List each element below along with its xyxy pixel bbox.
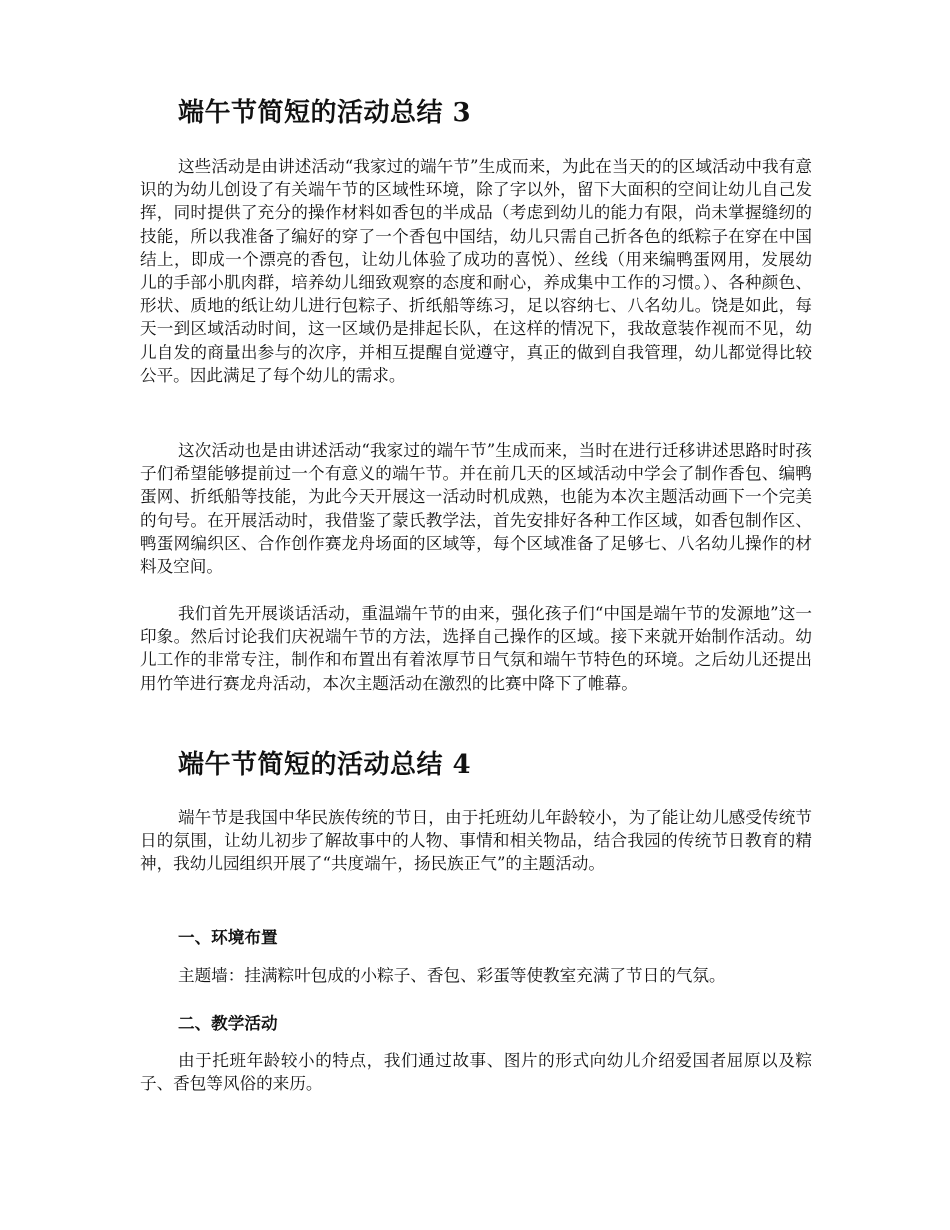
section-4-heading-environment: 一、环境布置 bbox=[178, 927, 278, 947]
section-3-paragraph-3: 我们首先开展谈话活动，重温端午节的由来，强化孩子们“中国是端午节的发源地”这一印象。然后讨论我们庆祝端午节的方法，选择自己操作的区域。接下来就开始制作活动。幼儿工作的非常专注，制作和布置出有着浓厚节日气氛和端午节特色的环境。之后幼儿还提出用竹竿进行赛龙舟活动，本次主题活动在激烈的比赛中降下了帷幕。 bbox=[140, 604, 812, 693]
section-3-paragraph-2: 这次活动也是由讲述活动“我家过的端午节”生成而来，当时在进行迁移讲述思路时时孩子们希望能够提前过一个有意义的端午节。并在前几天的区域活动中学会了制作香包、编鸭蛋网、折纸船等技能，为此今天开展这一活动时机成熟，也能为本次主题活动画下一个完美的句号。在开展活动时，我借鉴了蒙氏教学法，首先安排好各种工作区域，如香包制作区、鸭蛋网编织区、合作创作赛龙舟场面的区域等，每个区域准备了足够七、八名幼儿操作的材料及空间。 bbox=[140, 441, 812, 577]
section-3-paragraph-1: 这些活动是由讲述活动“我家过的端午节”生成而来，为此在当天的的区域活动中我有意识的为幼儿创设了有关端午节的区域性环境，除了字以外，留下大面积的空间让幼儿自己发挥，同时提供了充分的操作材料如香包的半成品（考虑到幼儿的能力有限，尚未掌握缝纫的技能，所以我准备了编好的穿了一个香包中国结，幼儿只需自己折各色的纸粽子在穿在中国结上，即成一个漂亮的香包，让幼儿体验了成功的喜悦）、丝线（用来编鸭蛋网用，发展幼儿的手部小肌肉群，培养幼儿细致观察的态度和耐心，养成集中工作的习惯。）、各种颜色、形状、质地的纸让幼儿进行包粽子、折纸船等练习，足以容纳七、八名幼儿。饶是如此，每天一到区域活动时间，这一区域仍是排起长队，在这样的情况下，我故意装作视而不见，幼儿自发的商量出参与的次序，并相互提醒自觉遵守，真正的做到自我管理，幼儿都觉得比较公平。因此满足了每个幼儿的需求。 bbox=[140, 157, 812, 385]
section-4-paragraph-environment: 主题墙：挂满粽叶包成的小粽子、香包、彩蛋等使教室充满了节日的气氛。 bbox=[178, 966, 726, 985]
section-4-heading-teaching: 二、教学活动 bbox=[178, 1013, 278, 1033]
section-4-intro: 端午节是我国中华民族传统的节日，由于托班幼儿年龄较小，为了能让幼儿感受传统节日的氛围，让幼儿初步了解故事中的人物、事情和相关物品，结合我园的传统节日教育的精神，我幼儿园组织开展了“共度端午，扬民族正气”的主题活动。 bbox=[140, 808, 812, 874]
section-4-title: 端午节简短的活动总结 4 bbox=[178, 750, 472, 780]
section-3-title: 端午节简短的活动总结 3 bbox=[178, 98, 472, 128]
section-4-paragraph-teaching: 由于托班年龄较小的特点，我们通过故事、图片的形式向幼儿介绍爱国者屈原以及粽子、香包等风俗的来历。 bbox=[140, 1051, 812, 1094]
